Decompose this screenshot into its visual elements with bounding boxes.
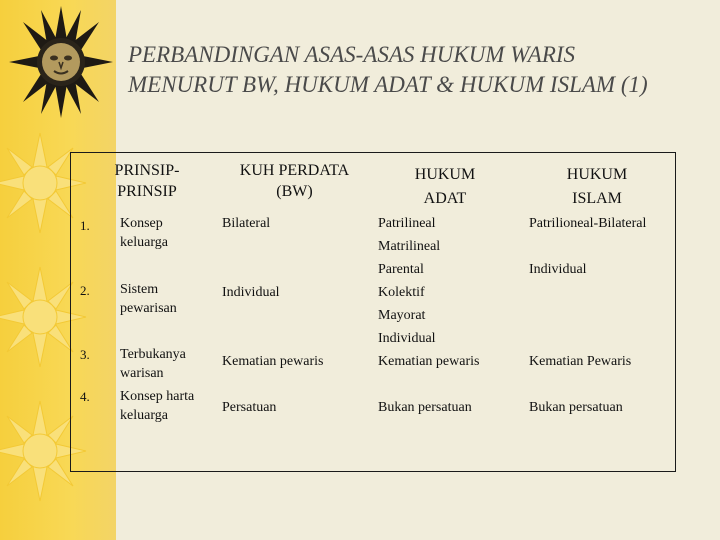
islam-cell: Patrilioneal-Bilateral: [529, 216, 647, 231]
principle-cell: Sistem pewarisan: [120, 282, 177, 316]
header-prinsip: PRINSIP- PRINSIP: [114, 162, 180, 200]
adat-cell: Patrilineal: [378, 216, 436, 231]
kuh-cell: Individual: [222, 285, 280, 300]
principle-cell: Terbukanya warisan: [120, 347, 186, 381]
adat-cell: Bukan persatuan: [378, 400, 472, 415]
islam-cell: Kematian Pewaris: [529, 354, 632, 369]
adat-cell: Individual: [378, 331, 436, 346]
kuh-cell: Persatuan: [222, 400, 277, 415]
row-number: 1.: [80, 218, 90, 233]
principle-cell: Konsep keluarga: [120, 216, 168, 250]
header-hukum-adat: HUKUM ADAT: [414, 166, 476, 207]
title-line-1: PERBANDINGAN ASAS-ASAS HUKUM WARIS: [128, 42, 576, 67]
sun-ornament-icon: [6, 4, 116, 120]
row-number: 3.: [80, 347, 90, 362]
islam-cell: Individual: [529, 262, 587, 277]
header-kuh-perdata: KUH PERDATA (BW): [239, 162, 350, 200]
adat-cell: Matrilineal: [378, 239, 441, 254]
adat-cell: Kolektif: [378, 285, 425, 300]
adat-cell: Parental: [378, 262, 424, 277]
principle-cell: Konsep harta keluarga: [120, 389, 195, 423]
row-number: 2.: [80, 283, 90, 298]
islam-cell: Bukan persatuan: [529, 400, 623, 415]
slide-title: [128, 40, 708, 100]
header-hukum-islam: HUKUM ISLAM: [566, 166, 628, 207]
kuh-cell: Kematian pewaris: [222, 354, 324, 369]
adat-cell: Kematian pewaris: [378, 354, 480, 369]
title-line-2: MENURUT BW, HUKUM ADAT & HUKUM ISLAM (1): [128, 72, 648, 97]
adat-cell: Mayorat: [378, 308, 426, 323]
row-number: 4.: [80, 389, 90, 404]
kuh-cell: Bilateral: [222, 216, 271, 231]
